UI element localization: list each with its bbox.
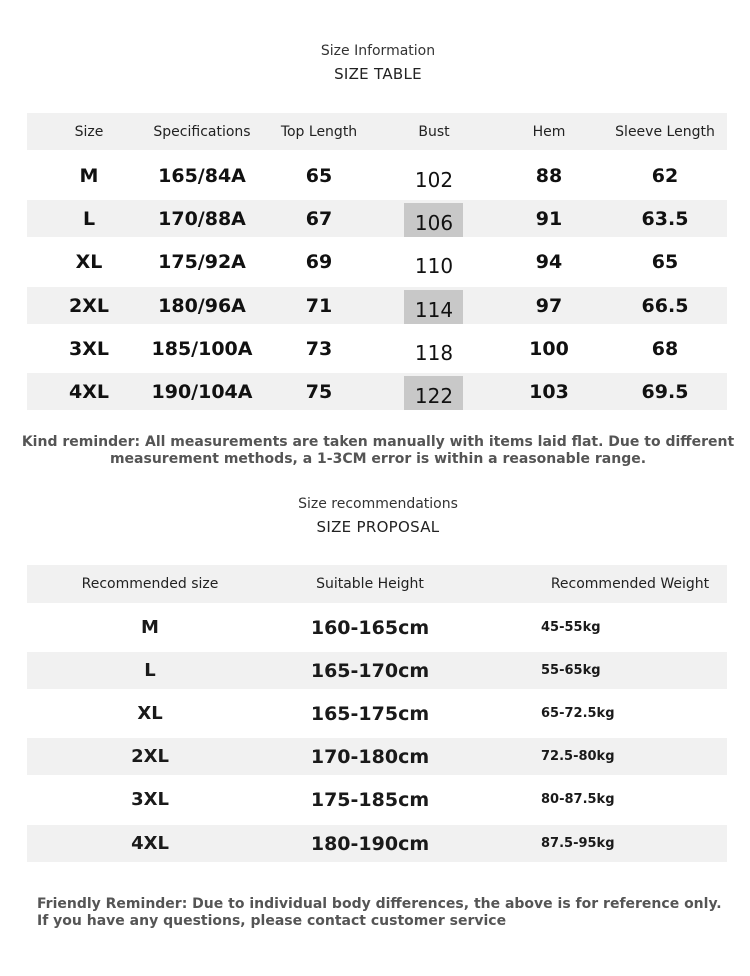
size-proposal-header <box>27 565 727 603</box>
cell-size: 3XL <box>69 337 109 360</box>
cell-recommended-weight: 45-55kg <box>541 620 601 635</box>
cell-recommended-size: XL <box>137 703 163 724</box>
cell-sleeve-length: 65 <box>651 250 679 273</box>
cell-top-length: 71 <box>305 294 333 317</box>
cell-top-length: 69 <box>305 250 333 273</box>
cell-suitable-height: 160-165cm <box>310 616 430 639</box>
cell-recommended-size: L <box>144 660 156 681</box>
size-table-row <box>27 287 727 324</box>
size-table-row <box>27 330 727 367</box>
size-table-note: Kind reminder: All measurements are taken manually with items laid flat. Due to different measurement methods, a 1-3CM error is within a reasonable range. <box>21 434 735 467</box>
size-table-row <box>27 373 727 410</box>
cell-recommended-weight: 72.5-80kg <box>541 749 615 764</box>
cell-specifications: 190/104A <box>151 380 253 403</box>
header-bust: Bust <box>418 123 450 140</box>
cell-hem: 100 <box>529 337 569 360</box>
size-proposal-row <box>27 609 727 646</box>
cell-bust: 114 <box>414 297 454 322</box>
size-table-row <box>27 200 727 237</box>
cell-hem: 97 <box>535 294 563 317</box>
cell-sleeve-length: 68 <box>651 337 679 360</box>
cell-specifications: 170/88A <box>158 207 246 230</box>
cell-bust: 106 <box>414 210 454 235</box>
cell-suitable-height: 170-180cm <box>310 745 430 768</box>
header-suitable-height: Suitable Height <box>316 576 424 592</box>
size-proposal-row <box>27 825 727 862</box>
cell-suitable-height: 165-175cm <box>310 702 430 725</box>
cell-bust: 102 <box>414 167 454 192</box>
size-proposal-row <box>27 695 727 732</box>
cell-sleeve-length: 62 <box>651 164 679 187</box>
cell-top-length: 65 <box>305 164 333 187</box>
size-table-row <box>27 157 727 194</box>
size-proposal-note: Friendly Reminder: Due to individual body differences, the above is for reference only. If you have any questions, please contact customer service <box>37 896 722 929</box>
header-top-length: Top Length <box>280 123 358 140</box>
cell-recommended-size: M <box>141 617 159 638</box>
header-sleeve-length: Sleeve Length <box>615 123 715 140</box>
size-table-header <box>27 113 727 150</box>
size-proposal-row <box>27 738 727 775</box>
cell-recommended-size: 4XL <box>131 833 169 854</box>
size-table-title: Size Information <box>320 43 436 59</box>
cell-hem: 103 <box>529 380 569 403</box>
size-table-subtitle: SIZE TABLE <box>334 65 422 83</box>
cell-hem: 94 <box>535 250 563 273</box>
cell-bust: 110 <box>414 253 454 278</box>
size-table-row <box>27 243 727 280</box>
cell-suitable-height: 175-185cm <box>310 788 430 811</box>
header-recommended-weight: Recommended Weight <box>550 576 710 592</box>
header-specifications: Specifications <box>153 123 251 140</box>
cell-specifications: 165/84A <box>158 164 246 187</box>
cell-specifications: 180/96A <box>158 294 246 317</box>
cell-suitable-height: 180-190cm <box>310 832 430 855</box>
size-proposal-title: Size recommendations <box>298 496 458 512</box>
header-size: Size <box>74 123 104 140</box>
cell-top-length: 67 <box>305 207 333 230</box>
cell-recommended-weight: 87.5-95kg <box>541 836 615 851</box>
cell-specifications: 175/92A <box>158 250 246 273</box>
cell-size: 2XL <box>69 294 109 317</box>
cell-top-length: 75 <box>305 380 333 403</box>
cell-specifications: 185/100A <box>151 337 253 360</box>
cell-recommended-size: 2XL <box>131 746 169 767</box>
cell-size: 4XL <box>69 380 109 403</box>
cell-hem: 88 <box>535 164 563 187</box>
cell-size: L <box>82 207 96 230</box>
header-recommended-size: Recommended size <box>81 576 219 592</box>
header-hem: Hem <box>532 123 566 140</box>
size-proposal-row <box>27 781 727 818</box>
cell-hem: 91 <box>535 207 563 230</box>
cell-recommended-weight: 65-72.5kg <box>541 706 615 721</box>
cell-recommended-size: 3XL <box>131 789 169 810</box>
cell-size: XL <box>75 250 103 273</box>
cell-sleeve-length: 66.5 <box>641 294 689 317</box>
cell-suitable-height: 165-170cm <box>310 659 430 682</box>
cell-recommended-weight: 80-87.5kg <box>541 792 615 807</box>
cell-recommended-weight: 55-65kg <box>541 663 601 678</box>
cell-size: M <box>79 164 99 187</box>
cell-sleeve-length: 63.5 <box>641 207 689 230</box>
cell-sleeve-length: 69.5 <box>641 380 689 403</box>
cell-top-length: 73 <box>305 337 333 360</box>
size-proposal-subtitle: SIZE PROPOSAL <box>316 518 440 536</box>
size-proposal-row <box>27 652 727 689</box>
cell-bust: 122 <box>414 383 454 408</box>
cell-bust: 118 <box>414 340 454 365</box>
